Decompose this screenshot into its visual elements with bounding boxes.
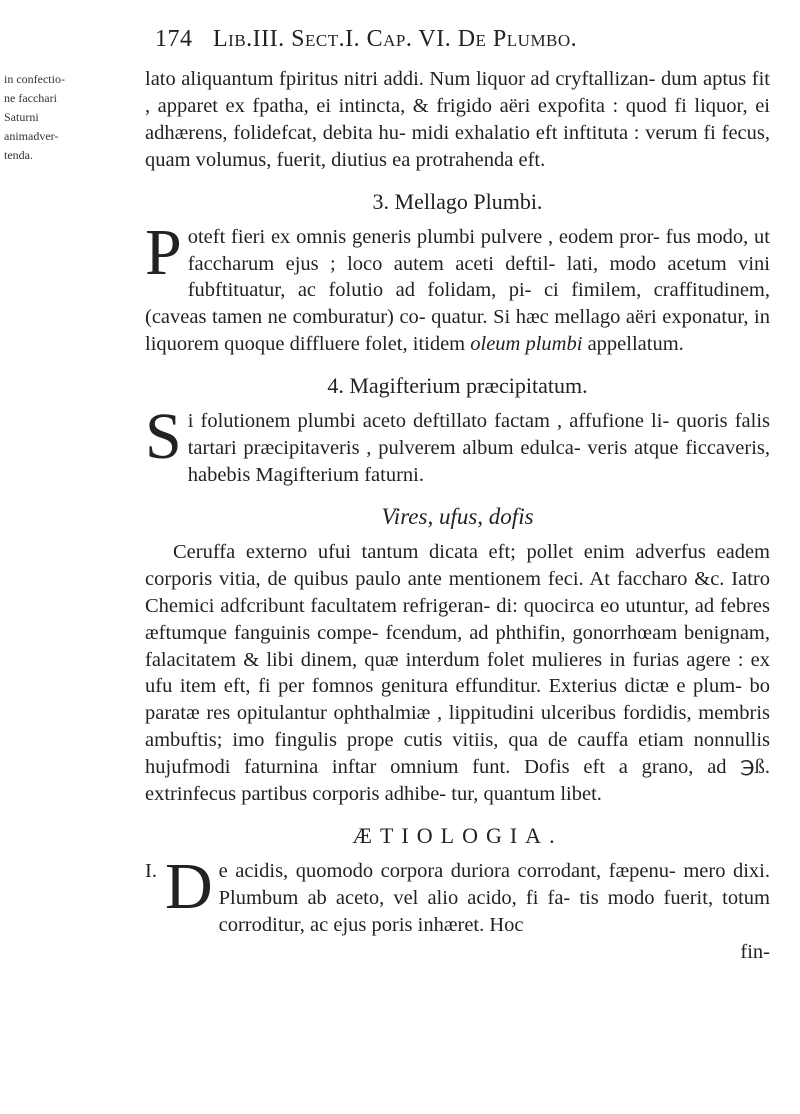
drop-cap: S (145, 400, 182, 474)
section-heading-vires: Vires, ufus, dofis (381, 503, 534, 529)
section-heading-mellago: 3. Mellago Plumbi. (372, 188, 543, 214)
paragraph-continuation: lato aliquantum fpiritus nitri addi. Num liquor ad cryftallizan- dum aptus fit , apparet ex fpatha, ei intincta, & frigido aëri expofita : quod fi liquor, ei adhærens, folidefcat, debita hu- midi exhalatio eft inftituta : verum fi fecus, quam volumus, fuerit, diutius ea protrahenda eft. (145, 68, 770, 171)
paragraph-text: i folutionem plumbi aceto deftillato factam , affufione li- quoris falis tartari præcipitaveris , pulverem album edulca- veris atque ficcaveris, habebis Magifterium faturni. (187, 410, 770, 486)
paragraph-text: e acidis, quomodo corpora duriora corrodant, fæpenu- mero dixi. Plumbum ab aceto, vel alio acido, fi fa- tis modo fuerit, totum corroditur, ac ejus poris inhæret. Hoc (218, 859, 770, 936)
margin-note-line: animadver- (4, 129, 59, 143)
margin-note-line: in confectio- (4, 72, 65, 86)
catchword: fin- (740, 940, 770, 963)
paragraph-vires: Ceruffa externo ufui tantum dicata eft; pollet enim adverfus eadem corporis vitia, de quibus paulo ante mentionem feci. At faccharo &c. Iatro Chemici adfcribunt facultatem refrigeran- di: quocirca eo utuntur, ad febres æftumque fanguinis compe- fcendum, ad phthifin, gonorrhœam benignam, falacitatem & libi dinem, quæ interdum folet mulieres in furias agere : ex ufu item eft, fi per fomnos genitura effunditur. Exterius dictæ e plum- bo paratæ res opitulantur ophthalmiæ , lippitudini ulceribus fordidis, membris ambuftis; imo fingulis prope cutis vitiis, qua de cauffa etiam nonnullis hujufmodi faturnina inftar omnium funt. Dofis eft a grano, ad ℈ß. extrinfecus partibus corporis adhibe- tur, quantum libet. (145, 540, 770, 806)
main-text (145, 66, 770, 966)
section-heading-aetiologia: ÆTIOLOGIA. (352, 822, 563, 848)
page-number: 174 (155, 26, 193, 52)
drop-cap: P (145, 215, 182, 289)
running-header (155, 22, 755, 56)
italic-term: oleum plumbi (470, 333, 583, 356)
section-heading-magisterium: 4. Magifterium præcipitatum. (327, 373, 588, 399)
paragraph-mellago (145, 215, 770, 359)
paragraph-text: appellatum. (582, 333, 684, 356)
running-title: Lib.III. Sect.I. Cap. VI. De Plumbo. (213, 26, 578, 52)
drop-cap: D (164, 849, 213, 923)
margin-note-line: tenda. (4, 148, 33, 162)
margin-note-line: Saturni (4, 110, 39, 124)
paragraph-text: oteft fieri ex omnis generis plumbi pulvere , eodem pror- fus modo, ut faccharum ejus ; loco autem aceti deftil- lati, modo acetum vini fubftituatur, ac folutio ad folidam, pi- ci fimilem, craffitudinem, (caveas tamen ne comburatur) co- quatur. Si hæc mellago aëri exponatur, in liquorem quoque diffluere folet, itidem (145, 225, 770, 356)
margin-note-line: ne facchari (4, 91, 57, 105)
margin-note (4, 70, 72, 165)
paragraph-magisterium (145, 400, 770, 489)
paragraph-aetiologia (145, 849, 770, 939)
paragraph-number: I. (145, 859, 157, 882)
